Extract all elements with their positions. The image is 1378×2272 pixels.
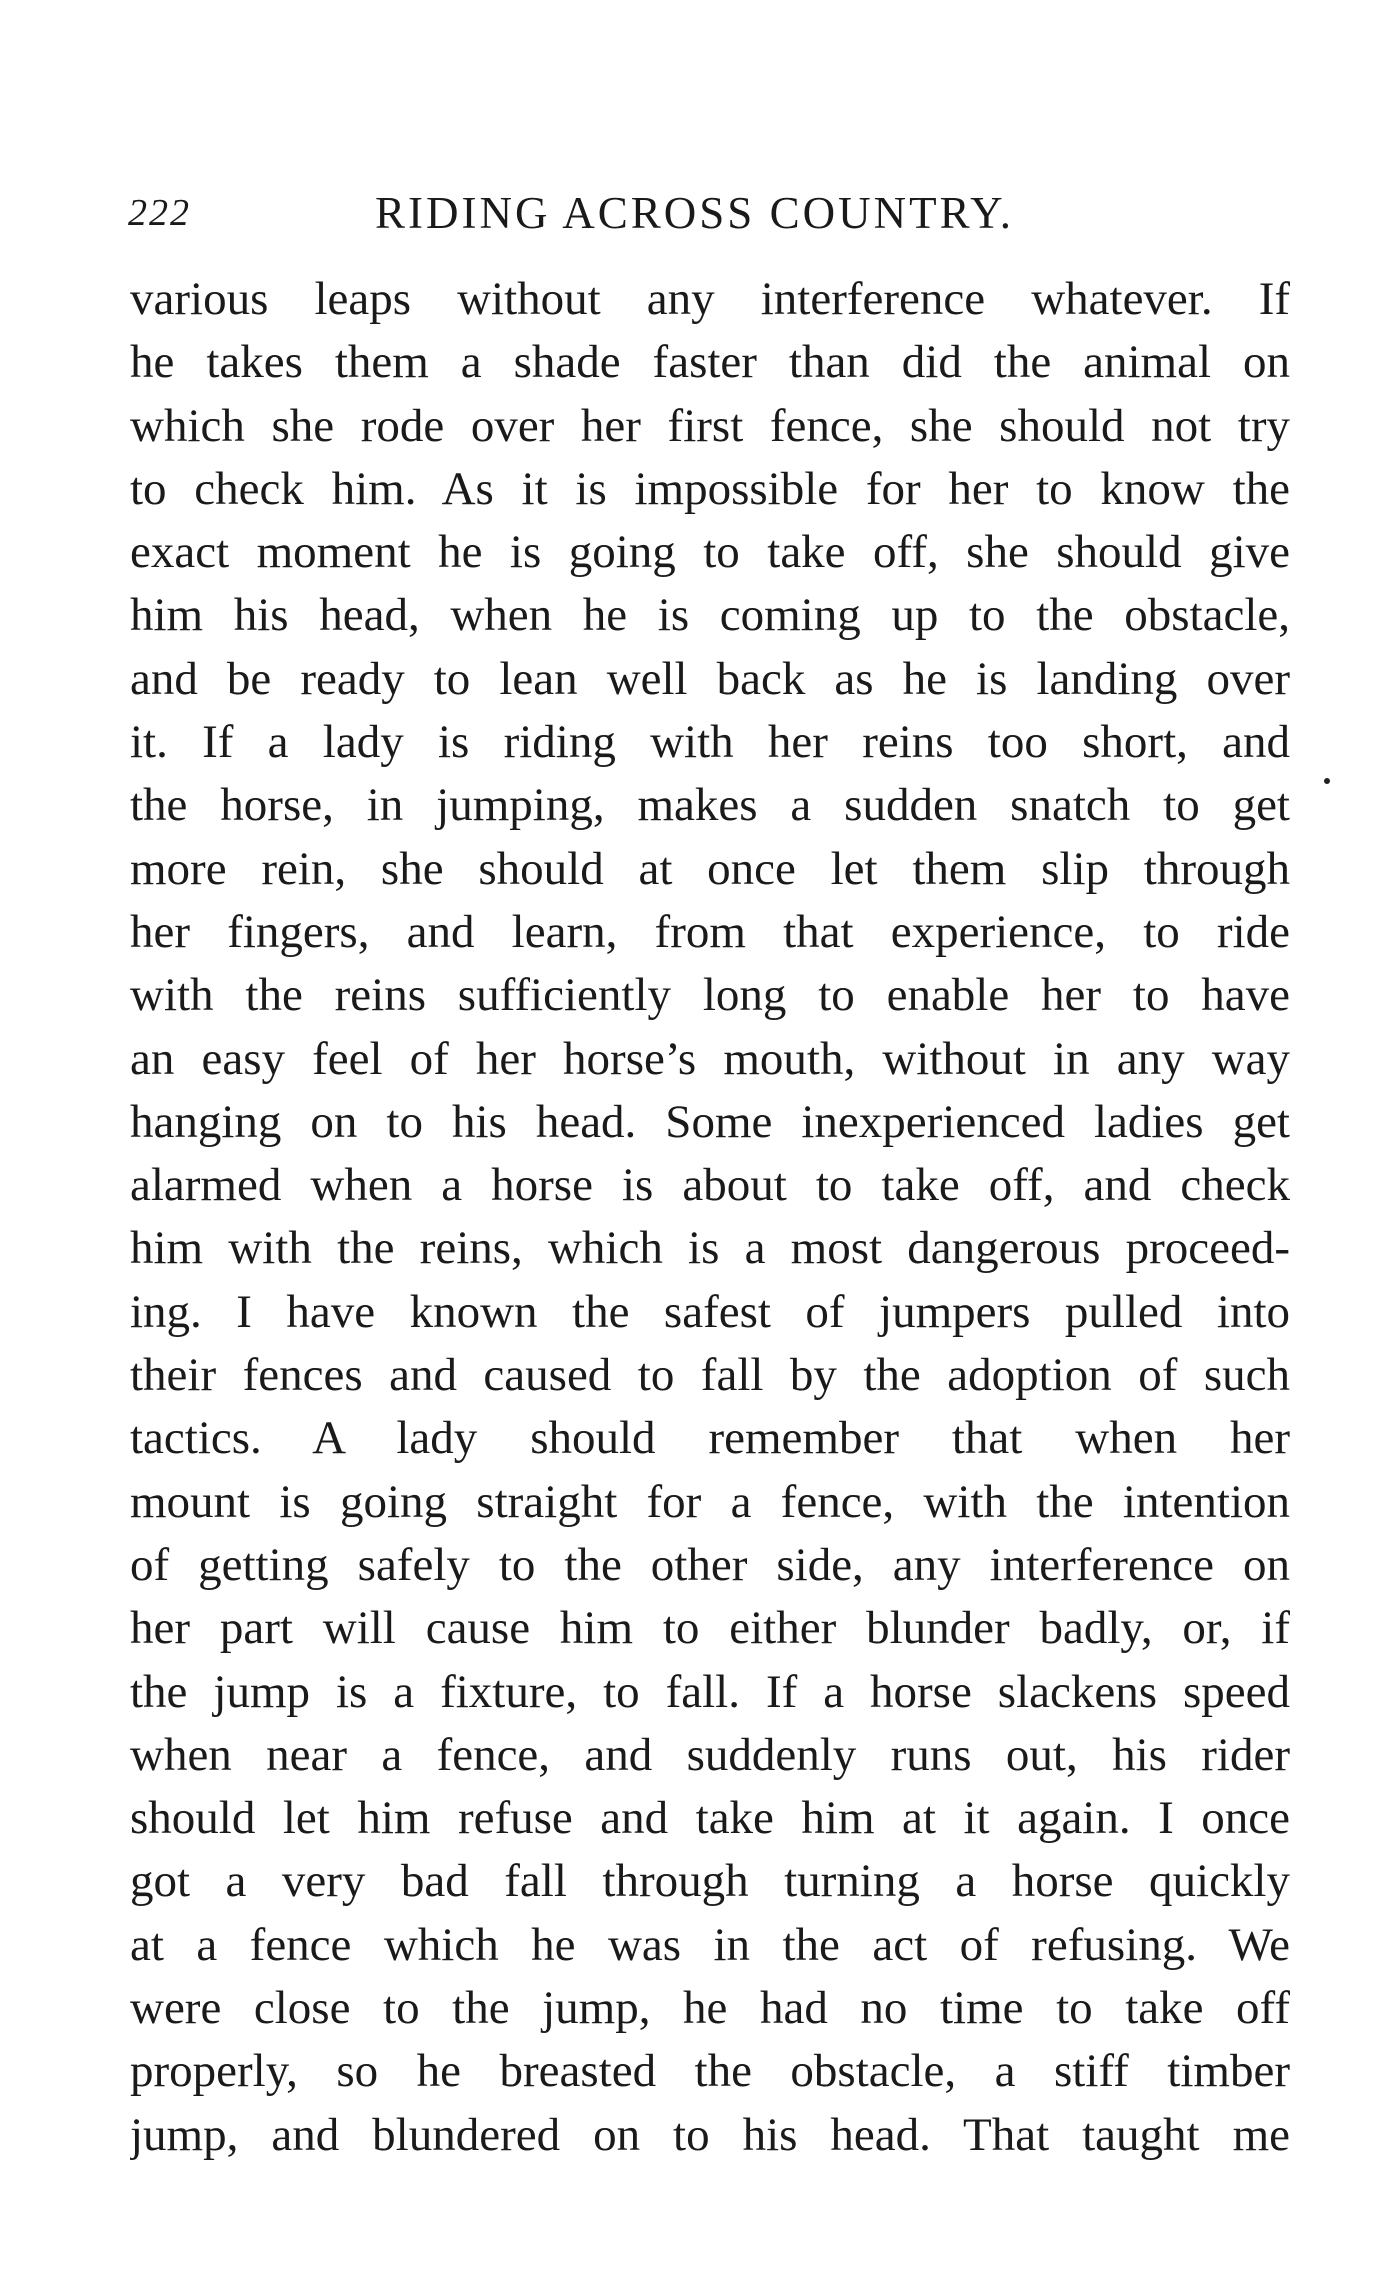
text-line: should let him refuse and take him at it again. I once xyxy=(130,1792,1290,1845)
text-line: their fences and caused to fall by the adoption of such xyxy=(130,1349,1290,1402)
text-line: the horse, in jumping, makes a sudden snatch to get xyxy=(130,779,1290,832)
page-heading: RIDING ACROSS COUNTRY. xyxy=(375,188,1015,238)
text-line: with the reins sufficiently long to enable her to have xyxy=(130,969,1290,1022)
text-line: him his head, when he is coming up to the obstacle, xyxy=(130,589,1290,642)
text-line: it. If a lady is riding with her reins too short, and xyxy=(130,716,1290,769)
text-line: hanging on to his head. Some inexperienced ladies get xyxy=(130,1095,1290,1148)
text-line: of getting safely to the other side, any interference on xyxy=(130,1538,1290,1591)
running-head xyxy=(128,183,1288,243)
text-line: tactics. A lady should remember that when her xyxy=(130,1412,1290,1465)
text-line: her fingers, and learn, from that experience, to ride xyxy=(130,905,1290,958)
text-line: him with the reins, which is a most dangerous proceed- xyxy=(130,1222,1290,1275)
text-line: jump, and blundered on to his head. That taught me xyxy=(130,2108,1290,2161)
text-line: alarmed when a horse is about to take off, and check xyxy=(130,1159,1290,1212)
ink-speck xyxy=(1324,778,1330,784)
text-line: mount is going straight for a fence, with the intention xyxy=(130,1475,1290,1528)
text-line: her part will cause him to either blunder badly, or, if xyxy=(130,1602,1290,1655)
page-number: 222 xyxy=(128,192,191,234)
text-line: to check him. As it is impossible for her to know the xyxy=(130,462,1290,515)
text-line: properly, so he breasted the obstacle, a stiff timber xyxy=(130,2045,1290,2098)
text-line: an easy feel of her horse’s mouth, without in any way xyxy=(130,1032,1290,1085)
text-line: ing. I have known the safest of jumpers pulled into xyxy=(130,1285,1290,1338)
text-line: exact moment he is going to take off, she should give xyxy=(130,526,1290,579)
body-text xyxy=(130,268,1290,2167)
text-line: were close to the jump, he had no time to take off xyxy=(130,1982,1290,2035)
text-line: and be ready to lean well back as he is landing over xyxy=(130,652,1290,705)
text-line: more rein, she should at once let them slip through xyxy=(130,842,1290,895)
text-line: which she rode over her first fence, she should not try xyxy=(130,399,1290,452)
text-line: various leaps without any interference whatever. If xyxy=(130,273,1290,325)
text-line: the jump is a fixture, to fall. If a horse slackens speed xyxy=(130,1665,1290,1718)
text-line: got a very bad fall through turning a horse quickly xyxy=(130,1855,1290,1908)
text-line: at a fence which he was in the act of refusing. We xyxy=(130,1918,1290,1971)
text-line: he takes them a shade faster than did the animal on xyxy=(130,336,1290,389)
text-line: when near a fence, and suddenly runs out, his rider xyxy=(130,1728,1290,1781)
